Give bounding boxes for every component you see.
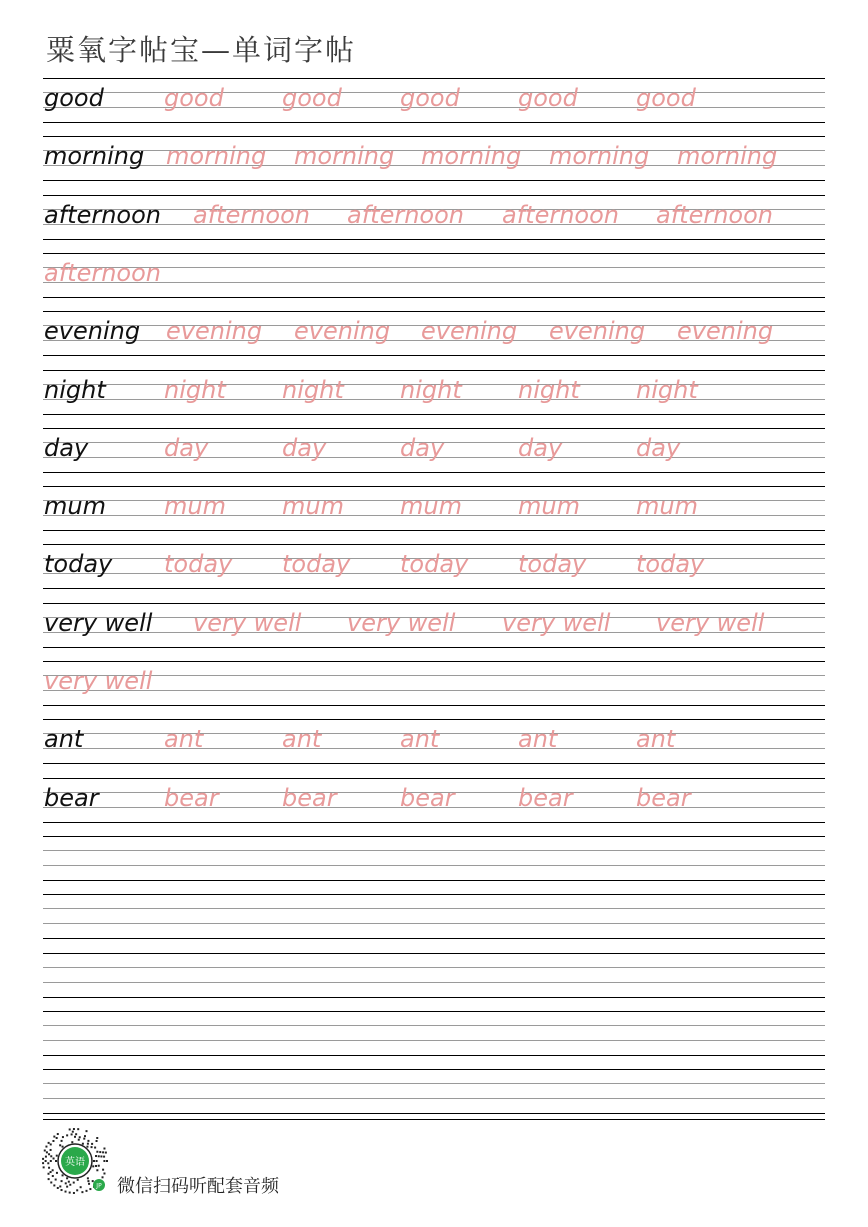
ruling-line bbox=[43, 850, 825, 851]
trace-word: afternoon bbox=[193, 201, 310, 229]
trace-word: evening bbox=[294, 317, 391, 345]
trace-word: evening bbox=[421, 317, 518, 345]
word-row bbox=[43, 370, 825, 428]
trace-word: day bbox=[282, 434, 327, 462]
trace-word: night bbox=[518, 376, 580, 404]
trace-word: good bbox=[636, 84, 696, 112]
ruling-line bbox=[43, 953, 825, 954]
trace-word: very well bbox=[193, 609, 302, 637]
trace-word: good bbox=[282, 84, 342, 112]
audio-hint-text: 微信扫码听配套音频 bbox=[117, 1176, 279, 1197]
ruling-line bbox=[43, 1083, 825, 1084]
model-word: today bbox=[44, 550, 113, 578]
ruling-line bbox=[43, 880, 825, 881]
word-row bbox=[43, 778, 825, 836]
trace-word: today bbox=[518, 550, 587, 578]
trace-word: morning bbox=[549, 142, 650, 170]
trace-word: night bbox=[282, 376, 344, 404]
qr-badge-label: 英语 bbox=[65, 1157, 85, 1168]
trace-word: day bbox=[400, 434, 445, 462]
trace-word: very well bbox=[44, 667, 153, 695]
writing-sheet bbox=[43, 0, 825, 1227]
trace-word: very well bbox=[347, 609, 456, 637]
ruling-line bbox=[43, 1040, 825, 1041]
trace-word: ant bbox=[164, 725, 204, 753]
trace-word: evening bbox=[677, 317, 774, 345]
trace-word: bear bbox=[400, 784, 455, 812]
trace-word: mum bbox=[282, 492, 344, 520]
trace-word: good bbox=[518, 84, 578, 112]
trace-word: very well bbox=[502, 609, 611, 637]
ruling-line bbox=[43, 865, 825, 866]
trace-word: morning bbox=[421, 142, 522, 170]
model-word: night bbox=[44, 376, 106, 404]
ruling-line bbox=[43, 908, 825, 909]
model-word: morning bbox=[44, 142, 145, 170]
ruling-line bbox=[43, 1119, 825, 1120]
ruling-line bbox=[43, 967, 825, 968]
trace-word: evening bbox=[166, 317, 263, 345]
ruling-line bbox=[43, 1025, 825, 1026]
trace-word: bear bbox=[282, 784, 337, 812]
model-word: evening bbox=[44, 317, 141, 345]
word-row bbox=[43, 603, 825, 661]
word-row bbox=[43, 661, 825, 719]
trace-word: morning bbox=[677, 142, 778, 170]
page-title: 粟氧字帖宝—单词字帖 bbox=[46, 33, 357, 67]
ruling-line bbox=[43, 1055, 825, 1056]
word-row bbox=[43, 195, 825, 253]
trace-word: morning bbox=[294, 142, 395, 170]
model-word: day bbox=[44, 434, 89, 462]
trace-word: night bbox=[164, 376, 226, 404]
trace-word: today bbox=[282, 550, 351, 578]
trace-word: afternoon bbox=[656, 201, 773, 229]
word-row bbox=[43, 311, 825, 369]
ruling-line bbox=[43, 894, 825, 895]
word-row bbox=[43, 428, 825, 486]
trace-word: today bbox=[636, 550, 705, 578]
ruling-line bbox=[43, 923, 825, 924]
trace-word: night bbox=[636, 376, 698, 404]
trace-word: afternoon bbox=[502, 201, 619, 229]
model-word: mum bbox=[44, 492, 106, 520]
audio-footer bbox=[40, 1126, 340, 1201]
ruling-line bbox=[43, 836, 825, 837]
trace-word: mum bbox=[400, 492, 462, 520]
trace-word: day bbox=[518, 434, 563, 462]
trace-word: mum bbox=[164, 492, 226, 520]
trace-word: morning bbox=[166, 142, 267, 170]
word-row bbox=[43, 486, 825, 544]
ruling-line bbox=[43, 1113, 825, 1114]
model-word: bear bbox=[44, 784, 99, 812]
model-word: afternoon bbox=[44, 201, 161, 229]
trace-word: ant bbox=[282, 725, 322, 753]
qr-corner-label: JP bbox=[96, 1182, 102, 1190]
trace-word: evening bbox=[549, 317, 646, 345]
trace-word: ant bbox=[636, 725, 676, 753]
ruling-line bbox=[43, 938, 825, 939]
model-word: good bbox=[44, 84, 104, 112]
model-word: ant bbox=[44, 725, 84, 753]
trace-word: day bbox=[636, 434, 681, 462]
trace-word: bear bbox=[518, 784, 573, 812]
word-row bbox=[43, 253, 825, 311]
trace-word: mum bbox=[518, 492, 580, 520]
trace-word: good bbox=[164, 84, 224, 112]
word-row bbox=[43, 78, 825, 136]
trace-word: today bbox=[400, 550, 469, 578]
trace-word: bear bbox=[164, 784, 219, 812]
ruling-line bbox=[43, 997, 825, 998]
ruling-line bbox=[43, 982, 825, 983]
qr-code-icon[interactable] bbox=[40, 1126, 110, 1196]
trace-word: good bbox=[400, 84, 460, 112]
trace-word: afternoon bbox=[44, 259, 161, 287]
trace-word: day bbox=[164, 434, 209, 462]
trace-word: bear bbox=[636, 784, 691, 812]
trace-word: night bbox=[400, 376, 462, 404]
word-row bbox=[43, 544, 825, 602]
word-row bbox=[43, 719, 825, 777]
trace-word: very well bbox=[656, 609, 765, 637]
trace-word: afternoon bbox=[347, 201, 464, 229]
ruling-line bbox=[43, 1069, 825, 1070]
word-row bbox=[43, 136, 825, 194]
trace-word: today bbox=[164, 550, 233, 578]
trace-word: ant bbox=[518, 725, 558, 753]
model-word: very well bbox=[44, 609, 153, 637]
trace-word: mum bbox=[636, 492, 698, 520]
ruling-line bbox=[43, 1011, 825, 1012]
ruling-line bbox=[43, 1098, 825, 1099]
trace-word: ant bbox=[400, 725, 440, 753]
